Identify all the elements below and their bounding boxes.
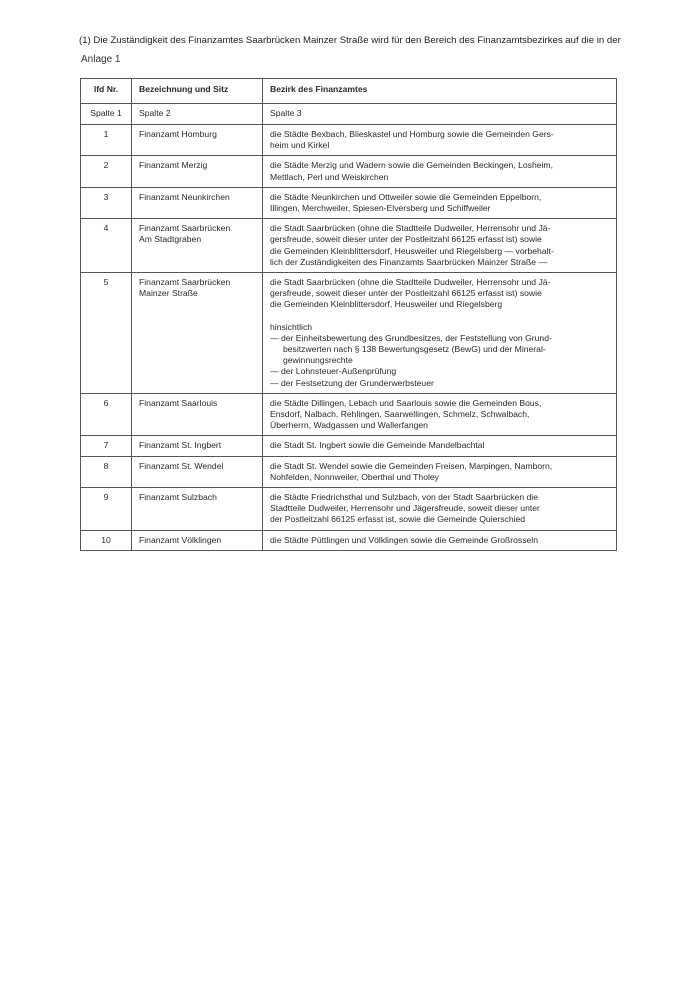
office-name-line: Finanzamt Völklingen <box>139 534 222 545</box>
office-name-line: Finanzamt Sulzbach <box>139 492 217 503</box>
office-name-line: Mainzer Straße <box>139 288 198 299</box>
district-line: Illingen, Merchweiler, Spiesen-Elversberg und Schiffweiler <box>270 203 491 214</box>
office-district <box>263 273 617 394</box>
district-line: die Städte Dillingen, Lebach und Saarlouis sowie die Gemeinden Bous, <box>270 397 542 408</box>
table-row <box>81 219 617 273</box>
office-name-line: Finanzamt St. Wendel <box>139 460 224 471</box>
office-district <box>263 156 617 187</box>
office-name-line: Finanzamt St. Ingbert <box>139 440 222 451</box>
district-qualifier: hinsichtlich <box>270 321 313 332</box>
row-number: 3 <box>81 187 132 218</box>
office-district <box>263 488 617 531</box>
district-line: Nohfelden, Nonnweiler, Oberthal und Tholey <box>270 471 439 482</box>
table-row <box>81 456 617 487</box>
office-name-line: Finanzamt Saarlouis <box>139 397 218 408</box>
column-label-1: Spalte 1 <box>81 104 132 125</box>
district-line: die Städte Merzig und Wadern sowie die Gemeinden Beckingen, Losheim, <box>270 160 553 171</box>
office-name-line: Finanzamt Neunkirchen <box>139 191 230 202</box>
office-name <box>132 456 263 487</box>
office-name-line: Finanzamt Homburg <box>139 129 217 139</box>
district-list-item-line: besitzwerten nach § 138 Bewertungsgesetz (BewG) und der Mineral- <box>283 344 546 355</box>
annex-label: Anlage 1 <box>81 54 121 65</box>
district-line: der Postleitzahl 66125 erfasst ist, sowie die Gemeinde Quierschied <box>270 514 526 525</box>
office-name <box>132 436 263 456</box>
office-district <box>263 436 617 456</box>
table-row <box>81 273 617 394</box>
row-number: 5 <box>81 273 132 394</box>
office-name <box>132 219 263 273</box>
table-row <box>81 436 617 456</box>
office-name <box>132 125 263 156</box>
row-number: 9 <box>81 488 132 531</box>
column-label-3: Spalte 3 <box>263 104 617 125</box>
district-line: gersfreude, soweit dieser unter der Postleitzahl 66125 erfasst ist) sowie <box>270 288 542 299</box>
district-line: Ensdorf, Nalbach, Rehlingen, Saarwellingen, Schmelz, Schwalbach, <box>270 409 530 420</box>
column-label-2: Spalte 2 <box>132 104 263 125</box>
header-number: lfd Nr. <box>81 79 132 104</box>
office-district <box>263 393 617 436</box>
intro-paragraph: (1) Die Zuständigkeit des Finanzamtes Saarbrücken Mainzer Straße wird für den Bereich des Finanzamtsbezirkes auf die in der <box>79 35 621 46</box>
district-line: die Städte Friedrichsthal und Sulzbach, von der Stadt Saarbrücken die <box>270 492 538 503</box>
header-district: Bezirk des Finanzamtes <box>263 79 617 104</box>
table-row <box>81 156 617 187</box>
office-name <box>132 393 263 436</box>
table-row <box>81 530 617 550</box>
office-district <box>263 187 617 218</box>
table-column-number-row <box>81 104 617 125</box>
row-number: 10 <box>81 530 132 550</box>
table-header-row <box>81 79 617 104</box>
table-row <box>81 187 617 218</box>
row-number: 6 <box>81 393 132 436</box>
office-district <box>263 530 617 550</box>
row-number: 8 <box>81 456 132 487</box>
table-row <box>81 125 617 156</box>
office-name <box>132 488 263 531</box>
district-line: Stadtteile Dudweiler, Herrensohr und Jägersfreude, soweit dieser unter <box>270 503 540 514</box>
office-district <box>263 456 617 487</box>
row-number: 4 <box>81 219 132 273</box>
office-name-line: Finanzamt Saarbrücken <box>139 277 231 288</box>
district-line: die Gemeinden Kleinblittersdorf, Heusweiler und Riegelsberg — vorbehalt- <box>270 245 554 256</box>
district-line: heim und Kirkel <box>270 140 330 151</box>
district-line: lich der Zuständigkeiten des Finanzamts Saarbrücken Mainzer Straße — <box>270 256 548 267</box>
office-name <box>132 187 263 218</box>
row-number: 7 <box>81 436 132 456</box>
district-line: die Stadt St. Wendel sowie die Gemeinden Freisen, Marpingen, Namborn, <box>270 460 553 471</box>
district-list-item-line: gewinnungsrechte <box>283 355 353 366</box>
office-district <box>263 219 617 273</box>
district-line: die Gemeinden Kleinblittersdorf, Heusweiler und Riegelsberg <box>270 299 503 310</box>
district-list-item-line: — der Einheitsbewertung des Grundbesitzes, der Feststellung von Grund- <box>270 332 552 343</box>
district-line: die Stadt Saarbrücken (ohne die Stadtteile Dudweiler, Herrensohr und Jä- <box>270 277 551 288</box>
district-line: die Städte Püttlingen und Völklingen sowie die Gemeinde Großrosseln <box>270 534 538 545</box>
header-name: Bezeichnung und Sitz <box>132 79 263 104</box>
office-name-line: Finanzamt Merzig <box>139 160 208 171</box>
district-list-item-line: — der Lohnsteuer-Außenprüfung <box>270 366 397 377</box>
district-line: die Stadt Saarbrücken (ohne die Stadtteile Dudweiler, Herrensohr und Jä- <box>270 223 551 234</box>
table-row <box>81 393 617 436</box>
district-line: gersfreude, soweit dieser unter der Postleitzahl 66125 erfasst ist) sowie <box>270 234 542 245</box>
district-list-item-line: — der Festsetzung der Grunderwerbsteuer <box>270 377 434 388</box>
office-name-line: Finanzamt Saarbrücken <box>139 223 231 234</box>
office-name-line: Am Stadtgraben <box>139 234 202 245</box>
district-line: die Städte Neunkirchen und Ottweiler sowie die Gemeinden Eppelborn, <box>270 191 542 202</box>
office-district <box>263 125 617 156</box>
table-row <box>81 488 617 531</box>
office-name <box>132 273 263 394</box>
district-line: die Stadt St. Ingbert sowie die Gemeinde Mandelbachtal <box>270 440 485 451</box>
office-name <box>132 156 263 187</box>
tax-office-table <box>80 78 617 551</box>
office-name <box>132 530 263 550</box>
row-number: 1 <box>81 125 132 156</box>
district-line: Mettlach, Perl und Weiskirchen <box>270 171 389 182</box>
district-line: die Städte Bexbach, Blieskastel und Homburg sowie die Gemeinden Gers- <box>270 129 554 139</box>
row-number: 2 <box>81 156 132 187</box>
district-line: Überherrn, Wadgassen und Wallerfangen <box>270 420 428 431</box>
